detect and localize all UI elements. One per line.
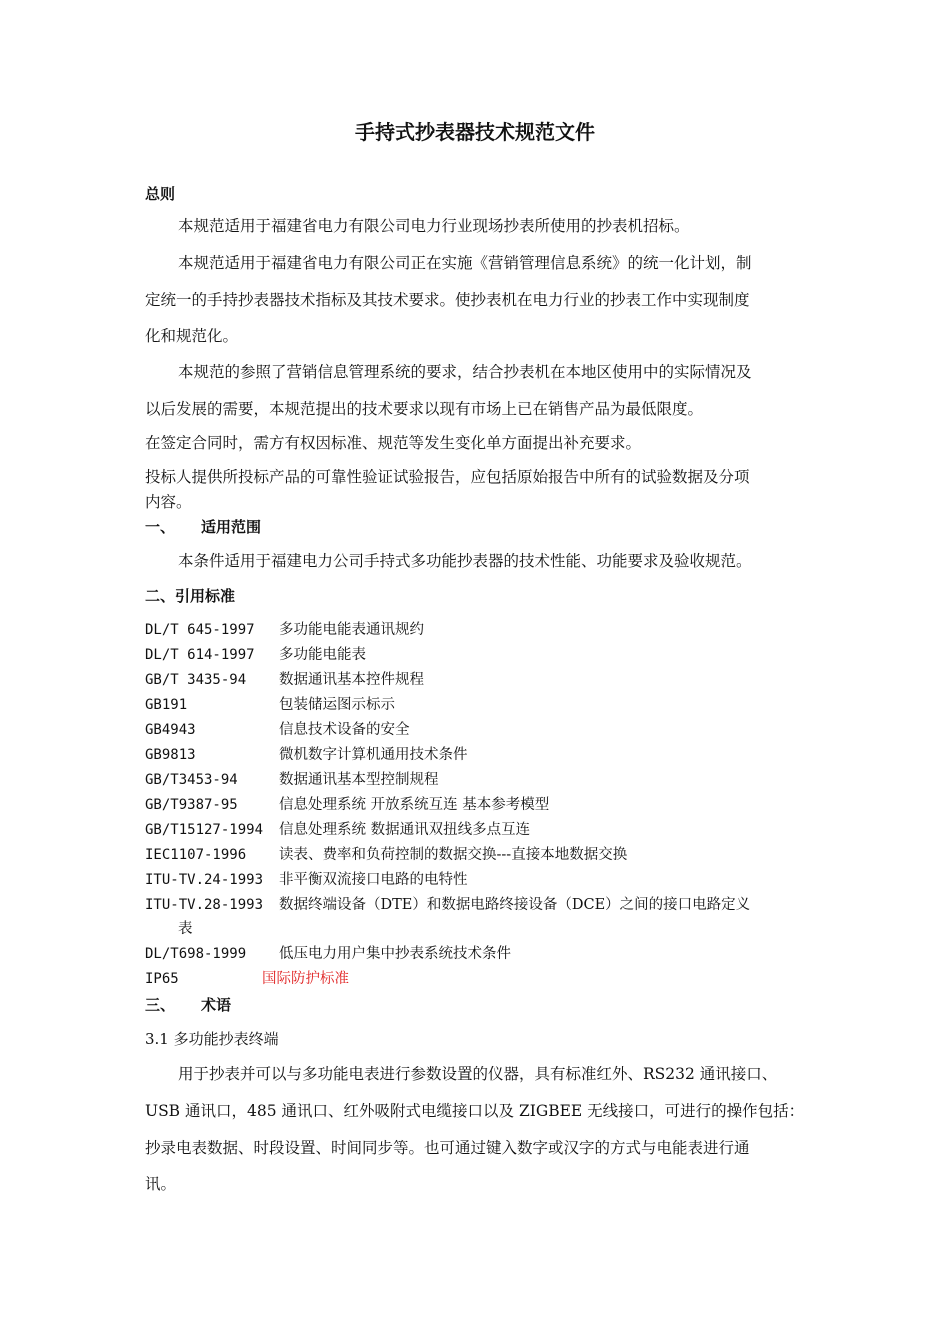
standard-name: 包装储运图示标示 (279, 697, 395, 713)
section-1-heading (145, 516, 261, 538)
standard-item (145, 619, 424, 641)
standard-name: 读表、费率和负荷控制的数据交换---直接本地数据交换 (279, 847, 628, 863)
section-2-heading: 二、引用标准 (145, 587, 236, 605)
general-heading: 总则 (145, 185, 176, 203)
standard-item (145, 968, 349, 990)
standard-item (145, 744, 468, 766)
general-paragraph-3-line-2: 以后发展的需要，本规范提出的技术要求以现有市场上已在销售产品为最低限度。 (145, 400, 704, 418)
general-paragraph-5-line-2: 内容。 (145, 493, 192, 511)
standard-name: 低压电力用户集中抄表系统技术条件 (279, 946, 511, 962)
standard-code: GB9813 (145, 747, 196, 763)
standard-item (145, 694, 395, 716)
section-3-number: 三、 (145, 996, 176, 1014)
standard-name: 数据通讯基本控件规程 (279, 672, 424, 688)
standard-name: 信息技术设备的安全 (279, 722, 410, 738)
standard-code: IP65 (145, 971, 179, 987)
standard-name-continuation: 表 (178, 921, 193, 937)
standard-item (145, 769, 439, 791)
standard-item (145, 669, 424, 691)
general-paragraph-3-line-1: 本规范的参照了营销信息管理系统的要求，结合抄表机在本地区使用中的实际情况及 (178, 363, 752, 381)
section-1-title: 适用范围 (201, 518, 262, 536)
standard-item (145, 644, 366, 666)
section-3-title: 术语 (201, 996, 232, 1014)
standard-code: IEC1107-1996 (145, 847, 247, 863)
standard-code: GB/T3453-94 (145, 772, 238, 788)
section-1-paragraph: 本条件适用于福建电力公司手持式多功能抄表器的技术性能、功能要求及验收规范。 (178, 552, 752, 570)
standard-name: 信息处理系统 开放系统互连 基本参考模型 (279, 797, 550, 813)
standard-code: GB191 (145, 697, 188, 713)
standard-code: GB/T9387-95 (145, 797, 238, 813)
standard-item (145, 869, 468, 891)
standard-name: 非平衡双流接口电路的电特性 (279, 872, 468, 888)
standard-name: 多功能电能表通讯规约 (279, 622, 424, 638)
standard-code: DL/T 645-1997 (145, 622, 255, 638)
general-paragraph-1: 本规范适用于福建省电力有限公司电力行业现场抄表所使用的抄表机招标。 (178, 217, 690, 235)
section-3-paragraph-line-1: 用于抄表并可以与多功能电表进行参数设置的仪器，具有标准红外、RS232 通讯接口、 (178, 1065, 778, 1083)
section-3-paragraph-line-3: 抄录电表数据、时段设置、时间同步等。也可通过键入数字或汉字的方式与电能表进行通 (145, 1139, 750, 1157)
section-1-number: 一、 (145, 518, 176, 536)
section-3-subheading: 3.1 多功能抄表终端 (145, 1030, 279, 1048)
section-3-paragraph-line-2: USB 通讯口，485 通讯口、红外吸附式电缆接口以及 ZIGBEE 无线接口，可进行的操作包括： (145, 1102, 805, 1120)
general-paragraph-2-line-2: 定统一的手持抄表器技术指标及其技术要求。使抄表机在电力行业的抄表工作中实现制度 (145, 291, 750, 309)
standard-name: 数据终端设备（DTE）和数据电路终接设备（DCE）之间的接口电路定义 (279, 897, 751, 913)
standard-code: DL/T698-1999 (145, 946, 247, 962)
standard-code: GB/T 3435-94 (145, 672, 247, 688)
standard-item (145, 819, 530, 841)
standard-code: GB4943 (145, 722, 196, 738)
standard-code: DL/T 614-1997 (145, 647, 255, 663)
standard-name: 微机数字计算机通用技术条件 (279, 747, 468, 763)
standard-name: 国际防护标准 (262, 971, 349, 987)
section-3-paragraph-line-4: 讯。 (145, 1175, 177, 1193)
general-paragraph-5-line-1: 投标人提供所投标产品的可靠性验证试验报告，应包括原始报告中所有的试验数据及分项 (145, 468, 750, 486)
standard-code: ITU-TV.28-1993 (145, 897, 264, 913)
general-paragraph-4: 在签定合同时，需方有权因标准、规范等发生变化单方面提出补充要求。 (145, 434, 642, 452)
general-paragraph-2-line-3: 化和规范化。 (145, 327, 239, 345)
standard-item (145, 794, 549, 816)
standard-item (145, 943, 511, 965)
standard-item (145, 894, 750, 916)
standard-name: 多功能电能表 (279, 647, 366, 663)
document-title: 手持式抄表器技术规范文件 (355, 120, 595, 144)
standard-item (145, 844, 627, 866)
section-3-heading (145, 994, 231, 1016)
standard-code: ITU-TV.24-1993 (145, 872, 264, 888)
standard-code: GB/T15127-1994 (145, 822, 264, 838)
standard-item (145, 719, 410, 741)
standard-name: 信息处理系统 数据通讯双扭线多点互连 (279, 822, 531, 838)
standard-name: 数据通讯基本型控制规程 (279, 772, 439, 788)
general-paragraph-2-line-1: 本规范适用于福建省电力有限公司正在实施《营销管理信息系统》的统一化计划，制 (178, 254, 752, 272)
